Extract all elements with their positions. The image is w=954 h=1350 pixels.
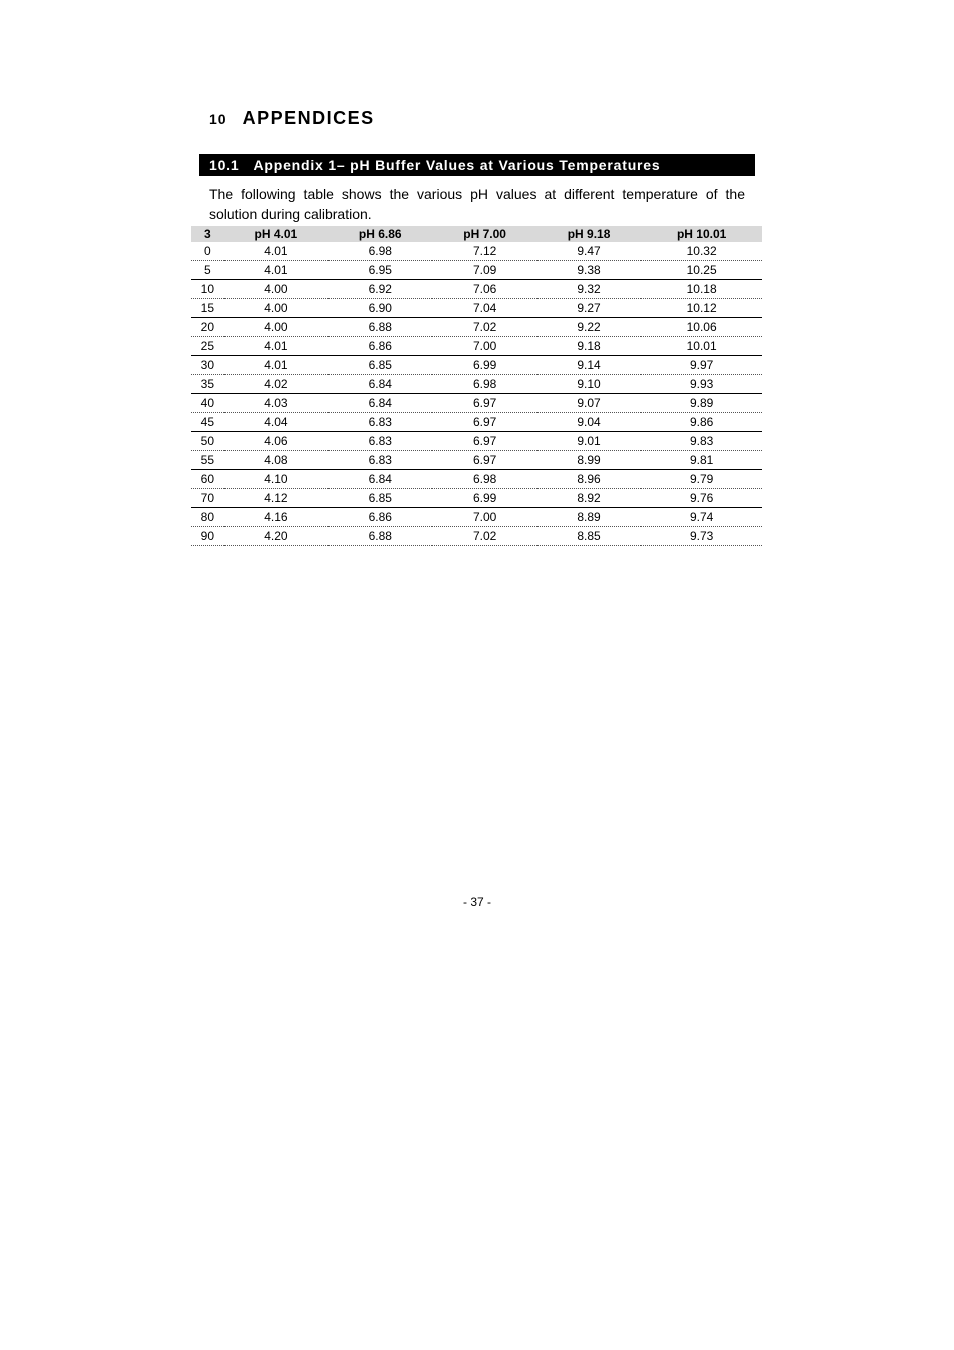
table-cell: 7.02 <box>432 318 536 337</box>
table-cell: 9.79 <box>641 470 762 489</box>
table-cell: 4.08 <box>224 451 328 470</box>
table-row <box>191 470 762 489</box>
column-header: pH 10.01 <box>641 226 762 242</box>
section-title: Appendix 1– pH Buffer Values at Various Temperatures <box>253 157 661 173</box>
table-cell: 4.04 <box>224 413 328 432</box>
table-cell: 10.32 <box>641 242 762 261</box>
table-cell: 6.98 <box>432 375 536 394</box>
column-header: pH 6.86 <box>328 226 432 242</box>
table-cell: 6.88 <box>328 527 432 546</box>
table-row <box>191 413 762 432</box>
table-cell: 9.76 <box>641 489 762 508</box>
column-header: pH 7.00 <box>432 226 536 242</box>
table-header-row <box>191 226 762 242</box>
table-cell: 40 <box>191 394 224 413</box>
table-cell: 10.18 <box>641 280 762 299</box>
table-cell: 6.98 <box>432 470 536 489</box>
table-cell: 6.98 <box>328 242 432 261</box>
table-cell: 7.00 <box>432 508 536 527</box>
table-cell: 10.06 <box>641 318 762 337</box>
table-cell: 20 <box>191 318 224 337</box>
table-cell: 10.01 <box>641 337 762 356</box>
table-cell: 0 <box>191 242 224 261</box>
table-cell: 5 <box>191 261 224 280</box>
table-cell: 35 <box>191 375 224 394</box>
table-cell: 4.00 <box>224 299 328 318</box>
table-cell: 9.38 <box>537 261 641 280</box>
table-cell: 4.16 <box>224 508 328 527</box>
table-cell: 9.32 <box>537 280 641 299</box>
table-cell: 4.06 <box>224 432 328 451</box>
table-cell: 4.02 <box>224 375 328 394</box>
table-cell: 7.06 <box>432 280 536 299</box>
table-cell: 90 <box>191 527 224 546</box>
table-row <box>191 489 762 508</box>
table-cell: 7.02 <box>432 527 536 546</box>
table-cell: 9.01 <box>537 432 641 451</box>
table-row <box>191 337 762 356</box>
chapter-heading <box>209 108 375 132</box>
table-cell: 9.27 <box>537 299 641 318</box>
table-cell: 9.97 <box>641 356 762 375</box>
table-cell: 45 <box>191 413 224 432</box>
table-row <box>191 432 762 451</box>
table-cell: 6.84 <box>328 375 432 394</box>
table-cell: 9.07 <box>537 394 641 413</box>
chapter-number: 10 <box>209 111 227 127</box>
table-cell: 9.14 <box>537 356 641 375</box>
table-cell: 9.47 <box>537 242 641 261</box>
table-row <box>191 242 762 261</box>
table-cell: 60 <box>191 470 224 489</box>
table-row <box>191 394 762 413</box>
table-cell: 4.01 <box>224 261 328 280</box>
table-cell: 7.00 <box>432 337 536 356</box>
table-cell: 10.12 <box>641 299 762 318</box>
column-header: pH 4.01 <box>224 226 328 242</box>
table-row <box>191 375 762 394</box>
table-cell: 6.83 <box>328 413 432 432</box>
table-cell: 6.83 <box>328 451 432 470</box>
table-cell: 8.92 <box>537 489 641 508</box>
table-cell: 8.85 <box>537 527 641 546</box>
table-cell: 9.22 <box>537 318 641 337</box>
table-cell: 6.86 <box>328 508 432 527</box>
page-number: - 37 - <box>462 895 491 909</box>
table-cell: 10 <box>191 280 224 299</box>
table-cell: 9.81 <box>641 451 762 470</box>
table-cell: 6.97 <box>432 451 536 470</box>
table-cell: 80 <box>191 508 224 527</box>
table-cell: 10.25 <box>641 261 762 280</box>
table-row <box>191 280 762 299</box>
table-cell: 6.90 <box>328 299 432 318</box>
table-cell: 6.84 <box>328 470 432 489</box>
table-cell: 6.83 <box>328 432 432 451</box>
table-cell: 6.97 <box>432 432 536 451</box>
table-cell: 6.84 <box>328 394 432 413</box>
table-cell: 30 <box>191 356 224 375</box>
table-cell: 6.97 <box>432 394 536 413</box>
table-cell: 8.99 <box>537 451 641 470</box>
table-cell: 9.83 <box>641 432 762 451</box>
table-cell: 6.99 <box>432 356 536 375</box>
table-cell: 70 <box>191 489 224 508</box>
section-number: 10.1 <box>209 157 240 173</box>
table-cell: 6.85 <box>328 489 432 508</box>
table-cell: 4.00 <box>224 280 328 299</box>
table-cell: 4.00 <box>224 318 328 337</box>
table-cell: 6.95 <box>328 261 432 280</box>
table-cell: 6.92 <box>328 280 432 299</box>
table-cell: 9.74 <box>641 508 762 527</box>
table-cell: 4.01 <box>224 242 328 261</box>
table-cell: 9.93 <box>641 375 762 394</box>
table-cell: 4.03 <box>224 394 328 413</box>
column-header: 3 <box>191 226 224 242</box>
table-body <box>191 242 762 546</box>
table-row <box>191 261 762 280</box>
table-cell: 9.73 <box>641 527 762 546</box>
table-cell: 55 <box>191 451 224 470</box>
table-cell: 4.01 <box>224 356 328 375</box>
table-row <box>191 508 762 527</box>
table-row <box>191 356 762 375</box>
table-cell: 15 <box>191 299 224 318</box>
table-cell: 9.04 <box>537 413 641 432</box>
table-row <box>191 318 762 337</box>
intro-paragraph: The following table shows the various pH values at different temperature of the solution during calibration. <box>209 186 745 222</box>
table-row <box>191 527 762 546</box>
table-cell: 7.04 <box>432 299 536 318</box>
table-cell: 4.01 <box>224 337 328 356</box>
table-cell: 7.12 <box>432 242 536 261</box>
table-row <box>191 299 762 318</box>
table-cell: 7.09 <box>432 261 536 280</box>
table-cell: 6.86 <box>328 337 432 356</box>
chapter-title: APPENDICES <box>242 108 375 128</box>
table-cell: 9.86 <box>641 413 762 432</box>
table-cell: 9.18 <box>537 337 641 356</box>
ph-buffer-table <box>191 226 762 546</box>
table-cell: 9.89 <box>641 394 762 413</box>
column-header: pH 9.18 <box>537 226 641 242</box>
table-cell: 6.88 <box>328 318 432 337</box>
table-cell: 50 <box>191 432 224 451</box>
table-cell: 4.20 <box>224 527 328 546</box>
table-cell: 4.10 <box>224 470 328 489</box>
table-row <box>191 451 762 470</box>
table-cell: 25 <box>191 337 224 356</box>
table-cell: 6.97 <box>432 413 536 432</box>
table-cell: 6.85 <box>328 356 432 375</box>
table-cell: 8.89 <box>537 508 641 527</box>
table-cell: 6.99 <box>432 489 536 508</box>
table-cell: 9.10 <box>537 375 641 394</box>
table-cell: 8.96 <box>537 470 641 489</box>
section-heading <box>199 154 755 176</box>
table-cell: 4.12 <box>224 489 328 508</box>
